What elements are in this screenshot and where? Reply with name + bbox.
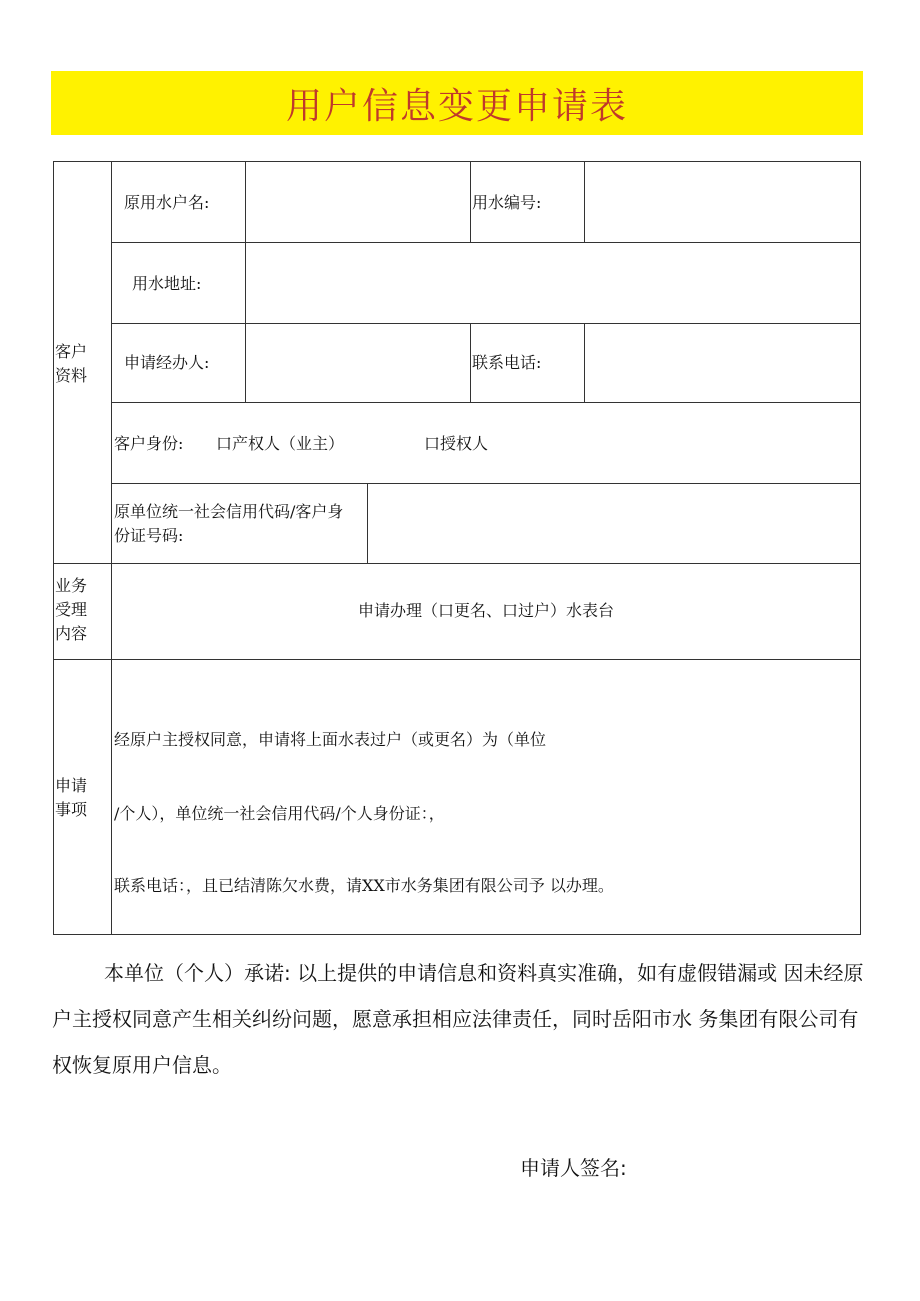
business-content-text: 申请办理（口更名、口过户）水表台: [357, 601, 614, 620]
section-divider: [54, 563, 860, 564]
col-divider: [245, 323, 246, 402]
page-title: 用户信息变更申请表: [285, 85, 628, 127]
original-name-label: 原用水户名:: [124, 193, 210, 212]
section-label-request: 申请 事项: [55, 776, 88, 819]
commitment-statement: 本单位（个人）承诺: 以上提供的申请信息和资料真实准确，如有虚假错漏或 因未经原户主授权同意产生相关纠纷问题，愿意承担相应法律责任，同时岳阳市水 务集团有限公司有权恢复原用户信息。: [52, 961, 864, 1077]
row-divider: [112, 402, 860, 403]
identity-option-authorized[interactable]: 口授权人: [424, 434, 489, 453]
col-divider: [245, 242, 246, 323]
address-field[interactable]: [250, 246, 856, 318]
agent-label: 申请经办人:: [124, 353, 210, 372]
phone-label: 联系电话:: [472, 353, 542, 372]
title-banner: [51, 71, 863, 135]
col-divider: [245, 162, 246, 242]
water-number-field[interactable]: [588, 166, 856, 238]
address-label: 用水地址:: [132, 274, 202, 293]
section-label-customer: 客户 资料: [55, 342, 88, 385]
signature-label: 申请人签名:: [520, 1156, 627, 1180]
credit-code-field[interactable]: [372, 487, 856, 559]
application-form: [53, 161, 861, 935]
request-line-3: 联系电话：，且已结清陈欠水费，请XX市水务集团有限公司予 以办理。: [114, 876, 614, 895]
phone-field[interactable]: [588, 327, 856, 399]
section-divider: [54, 659, 860, 660]
identity-label: 客户身份:: [114, 434, 184, 453]
row-divider: [112, 323, 860, 324]
credit-code-label: 原单位统一社会信用代码/客户身份证号码:: [114, 502, 344, 545]
identity-option-owner[interactable]: 口产权人（业主）: [216, 434, 345, 453]
col-divider: [470, 323, 471, 402]
label-column-divider: [111, 162, 112, 934]
row-divider: [112, 242, 860, 243]
section-label-business: 业务 受理 内容: [55, 576, 88, 643]
col-divider: [367, 483, 368, 563]
original-name-field[interactable]: [250, 166, 466, 238]
request-line-1: 经原户主授权同意，申请将上面水表过户（或更名）为（单位: [114, 730, 547, 749]
col-divider: [470, 162, 471, 242]
request-line-2: /个人），单位统一社会信用代码/个人身份证：，: [114, 804, 445, 823]
water-number-label: 用水编号:: [472, 193, 542, 212]
col-divider: [584, 162, 585, 242]
row-divider: [112, 483, 860, 484]
agent-field[interactable]: [250, 327, 466, 399]
col-divider: [584, 323, 585, 402]
